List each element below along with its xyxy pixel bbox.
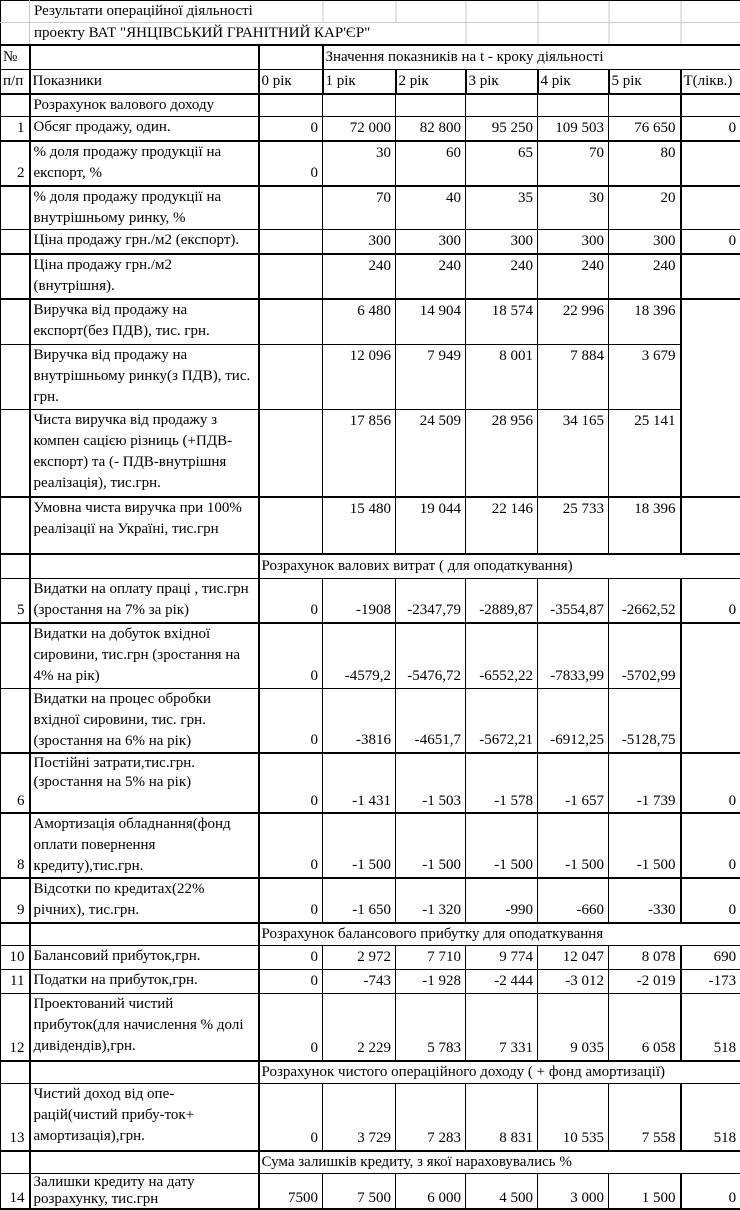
cell [681, 299, 740, 344]
cell: 4 500 [466, 1174, 538, 1210]
empty-indicator-cell [30, 923, 259, 946]
cell: 240 [466, 254, 538, 299]
cell: 7 331 [466, 994, 538, 1061]
cell: 0 [259, 117, 323, 142]
cell [259, 497, 323, 554]
row-number [1, 409, 30, 497]
cell: -660 [538, 878, 609, 923]
table-title-line1: Результати операційної діяльності [30, 1, 740, 23]
row-number [1, 554, 30, 578]
row-number: 13 [1, 1083, 30, 1151]
cell: -1 657 [538, 753, 609, 813]
cell: -5702,99 [609, 623, 681, 688]
cell: 25 141 [609, 409, 681, 497]
cell: 0 [259, 578, 323, 623]
cell: 690 [681, 946, 740, 970]
cell: 7 884 [538, 344, 609, 409]
cell: 8 831 [466, 1083, 538, 1151]
header-num-bottom: п/п [1, 70, 30, 95]
cell: 17 856 [323, 409, 396, 497]
cell: 22 146 [466, 497, 538, 554]
header-num-top: № [1, 45, 30, 70]
table-row [1, 141, 740, 186]
cell: 15 480 [323, 497, 396, 554]
cell: -2662,52 [609, 578, 681, 623]
cell: 7 710 [396, 946, 466, 970]
cell: -1 578 [466, 753, 538, 813]
table-row [1, 753, 740, 813]
cell: 2 972 [323, 946, 396, 970]
header-year-4: 4 рік [538, 70, 609, 95]
cell: -5672,21 [466, 688, 538, 753]
cell: -1 503 [396, 753, 466, 813]
row-number: 11 [1, 970, 30, 994]
cell: 6 000 [396, 1174, 466, 1210]
cell: 300 [466, 230, 538, 255]
row-label: Видатки на процес обробки вхідної сировини, тис. грн. (зростання на 6% на рік) [30, 688, 259, 753]
cell [681, 623, 740, 688]
cell: -743 [323, 970, 396, 994]
row-number: 2 [1, 141, 30, 186]
row-number [1, 1151, 30, 1174]
cell [538, 94, 609, 117]
cell [681, 409, 740, 497]
cell [259, 94, 323, 117]
cell: -5128,75 [609, 688, 681, 753]
cell: 0 [259, 688, 323, 753]
empty-indicator-cell [30, 1151, 259, 1174]
cell: 7500 [259, 1174, 323, 1210]
cell: 35 [466, 186, 538, 230]
row-number: 14 [1, 1174, 30, 1210]
cell: 9 774 [466, 946, 538, 970]
cell [259, 344, 323, 409]
cell [259, 254, 323, 299]
section-row [1, 1151, 740, 1174]
table-row [1, 994, 740, 1061]
cell: 72 000 [323, 117, 396, 142]
header-year-1: 1 рік [323, 70, 396, 95]
cell [681, 186, 740, 230]
cell: 12 096 [323, 344, 396, 409]
row-label: Видатки на оплату праці , тис.грн (зростання на 7% за рік) [30, 578, 259, 623]
row-label: Видатки на добуток вхідної сировини, тис.грн (зростання на 4% на рік) [30, 623, 259, 688]
row-label: Обсяг продажу, один. [30, 117, 259, 142]
row-label: Постійні затрати,тис.грн.(зростання на 5% на рік) [30, 753, 259, 813]
row-label: Розрахунок валового доходу [30, 94, 259, 117]
header-year-liq: Т(лікв.) [681, 70, 740, 95]
row-number: 1 [1, 117, 30, 142]
cell: 25 733 [538, 497, 609, 554]
row-number: 6 [1, 753, 30, 813]
title-row-2 [1, 23, 740, 46]
cell: -1 500 [466, 813, 538, 878]
row-label: Виручка від продажу на внутрішньому ринку(з ПДВ), тис. грн. [30, 344, 259, 409]
cell [681, 344, 740, 409]
row-label: Балансовий прибуток,грн. [30, 946, 259, 970]
cell [466, 94, 538, 117]
row-label: Амортизація обладнання(фонд оплати повернення кредиту),тис.грн. [30, 813, 259, 878]
cell [259, 230, 323, 255]
cell: 0 [259, 878, 323, 923]
cell: 518 [681, 1083, 740, 1151]
title-row-1 [1, 1, 740, 23]
cell: 12 047 [538, 946, 609, 970]
cell: 3 729 [323, 1083, 396, 1151]
cell: 240 [323, 254, 396, 299]
cell: 6 058 [609, 994, 681, 1061]
cell: 30 [323, 141, 396, 186]
cell: 2 229 [323, 994, 396, 1061]
row-number [1, 299, 30, 344]
cell: 30 [538, 186, 609, 230]
header-values-title: Значення показників на t - кроку діяльності [323, 45, 740, 70]
table-row [1, 813, 740, 878]
row-label: % доля продажу продукції на внутрішньому ринку, % [30, 186, 259, 230]
header-row-top [1, 45, 740, 70]
cell: -3554,87 [538, 578, 609, 623]
cell: 34 165 [538, 409, 609, 497]
cell: 300 [538, 230, 609, 255]
cell: 8 078 [609, 946, 681, 970]
table-row [1, 578, 740, 623]
cell: 0 [681, 117, 740, 142]
table-row [1, 230, 740, 255]
row-label: % доля продажу продукції на експорт, % [30, 141, 259, 186]
row-label: Чистий доход від опе-рацій(чистий прибу-ток+ амортизація),грн. [30, 1083, 259, 1151]
table-row [1, 186, 740, 230]
table-row [1, 878, 740, 923]
cell: 19 044 [396, 497, 466, 554]
cell: 65 [466, 141, 538, 186]
cell: 7 283 [396, 1083, 466, 1151]
table-row [1, 94, 740, 117]
cell: 518 [681, 994, 740, 1061]
section-title: Розрахунок чистого операційного доходу ( + фонд амортизації) [259, 1061, 740, 1084]
row-label: Податки на прибуток,грн. [30, 970, 259, 994]
cell: 109 503 [538, 117, 609, 142]
header-empty-year0 [259, 45, 323, 70]
cell: -1 320 [396, 878, 466, 923]
cell: -4651,7 [396, 688, 466, 753]
table-row [1, 409, 740, 497]
row-number: 8 [1, 813, 30, 878]
table-row [1, 299, 740, 344]
header-empty-cell [30, 45, 259, 70]
table-row [1, 970, 740, 994]
cell: 0 [259, 1083, 323, 1151]
cell: 7 558 [609, 1083, 681, 1151]
section-title: Розрахунок балансового прибутку для оподаткування [259, 923, 740, 946]
table-row [1, 946, 740, 970]
cell: 24 509 [396, 409, 466, 497]
row-label: Чиста виручка від продажу з компен сацією різниць (+ПДВ-експорт) та (- ПДВ-внутрішня реалізація), тис.грн. [30, 409, 259, 497]
cell: 0 [259, 970, 323, 994]
cell: 70 [538, 141, 609, 186]
cell: 76 650 [609, 117, 681, 142]
section-title: Сума залишків кредиту, з якої нараховувались % [259, 1151, 740, 1174]
header-year-0: 0 рік [259, 70, 323, 95]
cell: 3 679 [609, 344, 681, 409]
cell: -990 [466, 878, 538, 923]
cell: -2 444 [466, 970, 538, 994]
cell: 0 [259, 141, 323, 186]
cell [681, 688, 740, 753]
cell: -3 012 [538, 970, 609, 994]
cell: 0 [681, 578, 740, 623]
corner-cell [1, 1, 30, 23]
cell: 240 [609, 254, 681, 299]
row-number [1, 94, 30, 117]
cell [259, 409, 323, 497]
cell [681, 254, 740, 299]
cell: 7 500 [323, 1174, 396, 1210]
table-row [1, 688, 740, 753]
cell [259, 186, 323, 230]
cell: 82 800 [396, 117, 466, 142]
cell: 9 035 [538, 994, 609, 1061]
row-label: Умовна чиста виручка при 100% реалізації на Україні, тис.грн [30, 497, 259, 554]
row-number: 9 [1, 878, 30, 923]
table-row [1, 254, 740, 299]
cell: -7833,99 [538, 623, 609, 688]
cell: 70 [323, 186, 396, 230]
cell: 40 [396, 186, 466, 230]
row-number [1, 497, 30, 554]
cell: 0 [681, 230, 740, 255]
cell: 20 [609, 186, 681, 230]
cell: 300 [323, 230, 396, 255]
cell: 0 [681, 753, 740, 813]
header-year-3: 3 рік [466, 70, 538, 95]
table-row [1, 117, 740, 142]
cell: -2347,79 [396, 578, 466, 623]
cell: -1908 [323, 578, 396, 623]
empty-indicator-cell [30, 1061, 259, 1084]
cell: 0 [259, 813, 323, 878]
cell: -6552,22 [466, 623, 538, 688]
section-title: Розрахунок валових витрат ( для оподаткування) [259, 554, 740, 578]
cell: 300 [609, 230, 681, 255]
cell: -2889,87 [466, 578, 538, 623]
section-row [1, 554, 740, 578]
cell [323, 94, 396, 117]
cell [259, 299, 323, 344]
cell: 7 949 [396, 344, 466, 409]
cell [681, 141, 740, 186]
cell: -1 500 [396, 813, 466, 878]
empty-indicator-cell [30, 554, 259, 578]
cell: 1 500 [609, 1174, 681, 1210]
cell: 28 956 [466, 409, 538, 497]
cell [681, 497, 740, 554]
cell: -1 500 [323, 813, 396, 878]
table-row [1, 497, 740, 554]
cell: -2 019 [609, 970, 681, 994]
cell: 60 [396, 141, 466, 186]
cell: 0 [259, 946, 323, 970]
cell: -173 [681, 970, 740, 994]
cell: 14 904 [396, 299, 466, 344]
cell: 240 [538, 254, 609, 299]
cell: 300 [396, 230, 466, 255]
cell: -6912,25 [538, 688, 609, 753]
row-number [1, 688, 30, 753]
cell: 240 [396, 254, 466, 299]
table-title-line2: проекту ВАТ "ЯНЦІВСЬКИЙ ГРАНІТНИЙ КАР'ЄР" [30, 23, 740, 46]
cell: 8 001 [466, 344, 538, 409]
header-row [1, 70, 740, 95]
cell: -1 928 [396, 970, 466, 994]
cell: 6 480 [323, 299, 396, 344]
section-row [1, 923, 740, 946]
cell: 18 574 [466, 299, 538, 344]
row-number [1, 344, 30, 409]
cell: -330 [609, 878, 681, 923]
row-number: 12 [1, 994, 30, 1061]
row-number [1, 623, 30, 688]
cell: 18 396 [609, 299, 681, 344]
cell: 0 [681, 813, 740, 878]
row-number [1, 1061, 30, 1084]
cell: -3816 [323, 688, 396, 753]
cell [609, 94, 681, 117]
cell: 80 [609, 141, 681, 186]
row-number: 10 [1, 946, 30, 970]
cell: -1 431 [323, 753, 396, 813]
cell: 0 [259, 623, 323, 688]
cell: -5476,72 [396, 623, 466, 688]
table-row [1, 623, 740, 688]
header-indicators: Показники [30, 70, 259, 95]
cell: 0 [259, 753, 323, 813]
row-label: Проектований чистий прибуток(для начислення % долі дивідендів),грн. [30, 994, 259, 1061]
cell: -1 500 [538, 813, 609, 878]
section-row [1, 1061, 740, 1084]
cell [681, 94, 740, 117]
cell: 5 783 [396, 994, 466, 1061]
row-number [1, 923, 30, 946]
row-label: Виручка від продажу на експорт(без ПДВ), тис. грн. [30, 299, 259, 344]
header-year-2: 2 рік [396, 70, 466, 95]
table-row [1, 344, 740, 409]
row-label: Відсотки по кредитах(22% річних), тис.грн. [30, 878, 259, 923]
cell: 22 996 [538, 299, 609, 344]
header-year-5: 5 рік [609, 70, 681, 95]
cell [396, 94, 466, 117]
row-number [1, 254, 30, 299]
cell: -1 500 [609, 813, 681, 878]
row-label: Ціна продажу грн./м2 (експорт). [30, 230, 259, 255]
row-label: Ціна продажу грн./м2 (внутрішня). [30, 254, 259, 299]
row-label: Залишки кредиту на дату розрахунку, тис.грн [30, 1174, 259, 1210]
cell: 0 [681, 878, 740, 923]
cell: 3 000 [538, 1174, 609, 1210]
cell: -1 650 [323, 878, 396, 923]
cell: -4579,2 [323, 623, 396, 688]
cell: -1 739 [609, 753, 681, 813]
row-number: 5 [1, 578, 30, 623]
corner-cell [1, 23, 30, 46]
cell: 18 396 [609, 497, 681, 554]
table-row [1, 1174, 740, 1210]
cell: 0 [259, 994, 323, 1061]
row-number [1, 230, 30, 255]
cell: 0 [681, 1174, 740, 1210]
table-row [1, 1083, 740, 1151]
row-number [1, 186, 30, 230]
cell: 10 535 [538, 1083, 609, 1151]
cell: 95 250 [466, 117, 538, 142]
